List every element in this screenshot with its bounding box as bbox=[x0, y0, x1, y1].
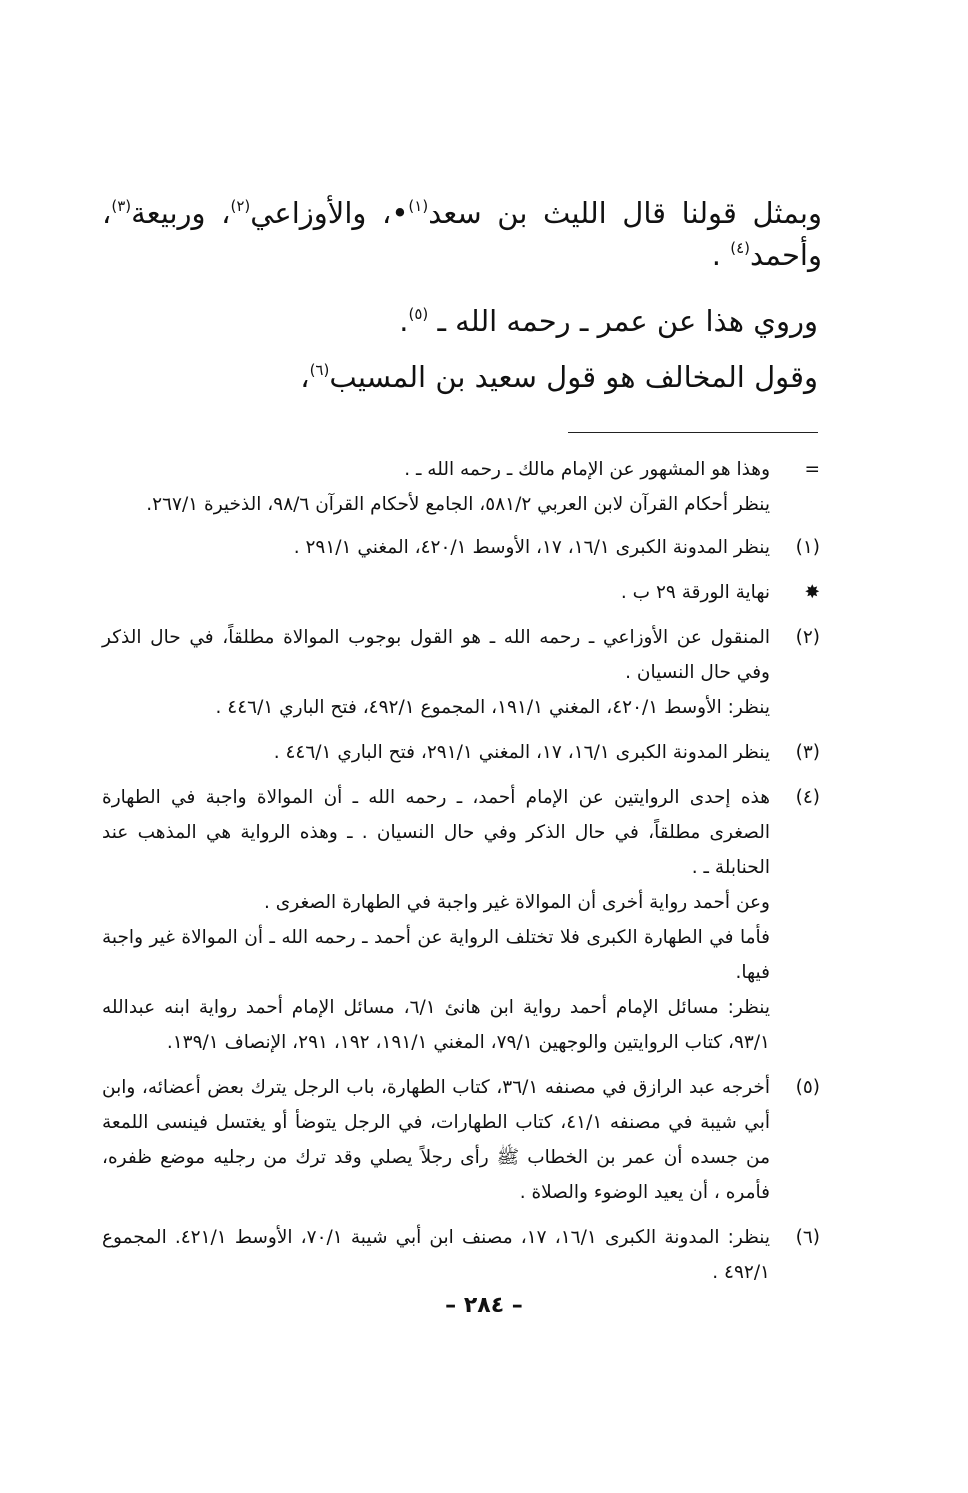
footnote-6 bbox=[102, 1220, 820, 1290]
star-icon: ✸ bbox=[804, 582, 820, 603]
footnote-marker-4: (٤) bbox=[730, 239, 751, 257]
continuation-line-1: وهذا هو المشهور عن الإمام مالك ـ رحمه الله ـ . bbox=[404, 459, 770, 480]
footnote-2 bbox=[102, 620, 820, 725]
para1-text-e: . bbox=[711, 238, 731, 272]
footnote-2-line-2: ينظر: الأوسط ٤٢٠/١، المغني ١٩١/١، المجموع ٤٩٢/١، فتح الباري ٤٤٦/١ . bbox=[215, 697, 770, 718]
footnote-1 bbox=[102, 530, 820, 565]
para2-text-b: . bbox=[399, 304, 409, 338]
footnote-marker-3: (٣) bbox=[111, 197, 132, 215]
footnote-5 bbox=[102, 1070, 820, 1210]
footnote-divider bbox=[568, 432, 818, 433]
footnote-2-line-1: المنقول عن الأوزاعي ـ رحمه الله ـ هو القول بوجوب الموالاة مطلقاً، في حال الذكر وفي حال النسيان . bbox=[102, 627, 770, 683]
para3-text-b: ، bbox=[300, 360, 310, 394]
main-paragraph-2 bbox=[128, 300, 818, 342]
para2-text-a: وروي هذا عن عمر ـ رحمه الله ـ bbox=[428, 304, 818, 338]
continuation-line-2: ينظر أحكام القرآن لابن العربي ٥٨١/٢، الجامع لأحكام القرآن ٩٨/٦، الذخيرة ٢٦٧/١. bbox=[146, 494, 770, 515]
footnote-1-number: (١) bbox=[795, 537, 820, 558]
main-paragraph-3 bbox=[128, 356, 818, 398]
footnote-4 bbox=[102, 780, 820, 1060]
footnote-3-text: ينظر المدونة الكبرى ١٦/١، ١٧، المغني ٢٩١/١، فتح الباري ٤٤٦/١ . bbox=[273, 742, 770, 763]
footnote-4-line-4: ينظر: مسائل الإمام أحمد رواية ابن هانئ ٦/١، مسائل الإمام أحمد رواية ابنه عبدالله ٩٣/١، كتاب الروايتين والوجهين ٧٩/١، المغني ١٩١/١، ١٩٢، ٢٩١، الإنصاف ١٣٩/١. bbox=[102, 997, 771, 1053]
footnote-5-number: (٥) bbox=[795, 1077, 820, 1098]
para1-text-d: ، وأحمد bbox=[102, 196, 822, 272]
para1-text-a: وبمثل قولنا قال الليث بن سعد bbox=[428, 196, 822, 230]
footnote-4-number: (٤) bbox=[795, 787, 820, 808]
footnote-star-text: نهاية الورقة ٢٩ ب . bbox=[620, 582, 770, 603]
footnote-continuation bbox=[102, 452, 820, 522]
footnote-2-number: (٢) bbox=[795, 627, 820, 648]
footnote-6-number: (٦) bbox=[795, 1227, 820, 1248]
footnote-star bbox=[102, 575, 820, 610]
para1-text-c: ، وربيعة bbox=[131, 196, 231, 230]
footnote-marker-2: (٢) bbox=[230, 197, 251, 215]
footnote-marker-1: (١) bbox=[408, 197, 429, 215]
footnote-6-text: ينظر: المدونة الكبرى ١٦/١، ١٧، مصنف ابن أبي شيبة ٧٠/١، الأوسط ٤٢١/١. المجموع ٤٩٢/١ . bbox=[102, 1227, 771, 1283]
footnote-4-line-3: فأما في الطهارة الكبرى فلا تختلف الرواية عن أحمد ـ رحمه الله ـ أن الموالاة غير واجبة فيها. bbox=[102, 927, 770, 983]
footnotes-section bbox=[102, 452, 820, 1300]
para1-text-b: ، والأوزاعي bbox=[250, 196, 392, 230]
page-number: – ٢٨٤ – bbox=[445, 1293, 523, 1318]
footnote-4-line-1: هذه إحدى الروايتين عن الإمام أحمد، ـ رحمه الله ـ أن الموالاة واجبة في الطهارة الصغرى مطلقاً، في حال الذكر وفي حال النسيان . ـ وهذه الرواية هي المذهب عند الحنابلة ـ . bbox=[102, 787, 770, 878]
folio-end-star: • bbox=[391, 196, 409, 230]
footnote-marker-6: (٦) bbox=[309, 361, 330, 379]
footnote-3 bbox=[102, 735, 820, 770]
footnote-5-text: أخرجه عبد الرازق في مصنفه ٣٦/١، كتاب الطهارة، باب الرجل يترك بعض أعضائه، وابن أبي شيبة في مصنفه ٤١/١، كتاب الطهارات، في الرجل يتوضأ أو يغتسل فينسى اللمعة من جسده أن عمر بن الخطاب ﷺ رأى رجلاً يصلي وقد ترك من رجليه موضع ظفره، فأمره ، أن يعيد الوضوء والصلاة . bbox=[102, 1077, 771, 1203]
continuation-marker: = bbox=[804, 459, 820, 480]
footnote-marker-5: (٥) bbox=[408, 305, 429, 323]
footnote-1-text: ينظر المدونة الكبرى ١٦/١، ١٧، الأوسط ٤٢٠/١، المغني ٢٩١/١ . bbox=[293, 537, 770, 558]
footnote-4-line-2: وعن أحمد رواية أخرى أن الموالاة غير واجبة في الطهارة الصغرى . bbox=[264, 892, 770, 913]
footnote-3-number: (٣) bbox=[795, 742, 820, 763]
para3-text-a: وقول المخالف هو قول سعيد بن المسيب bbox=[329, 360, 818, 394]
main-paragraph-1 bbox=[102, 192, 822, 276]
